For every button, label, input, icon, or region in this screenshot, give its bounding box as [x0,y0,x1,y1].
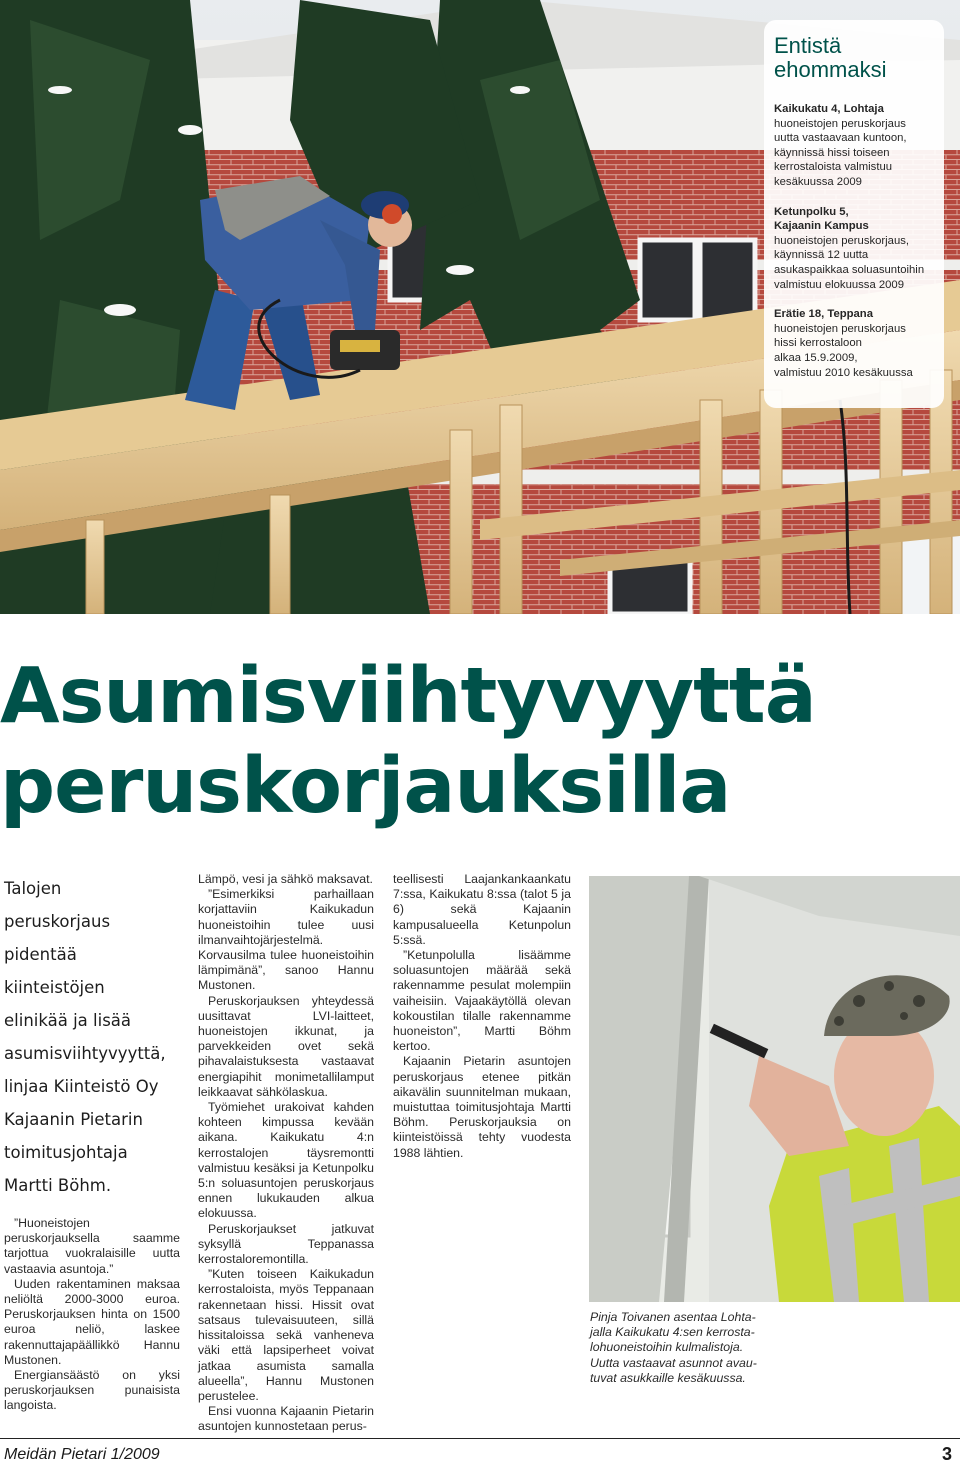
body-paragraph: Energiansäästö on yksi peruskorjauksen punaisista langoista. [4,1368,180,1413]
sidebar-title-line2: ehommaksi [774,57,887,82]
body-paragraph: Lämpö, vesi ja sähkö maksavat. [198,872,373,886]
headline-line1: Asumisviihtyvyyttä [0,652,816,741]
project-title: Erätie 18, Teppana [774,308,873,321]
article-column-2 [198,872,374,1435]
article-lede: Talojen peruskorjaus pidentää kiinteistöjen elinikää ja lisää asumisviihtyvyyttä, linjaa Kiinteistö Oy Kajaanin Pietarin toimitusjohtaja Martti Böhm. [4,879,166,1195]
publication-name: Meidän Pietari 1/2009 [4,1446,160,1463]
footer-divider [0,1438,960,1439]
project-entry-ketunpolku [774,205,934,293]
photo-caption: Pinja Toivanen asentaa Lohta- jalla Kaikukatu 4:sen kerrosta- lohuoneistoihin kulmalistoja. Uutta vastaavat asunnot avau- tuvat asukkaille kesäkuussa. [590,1310,757,1385]
body-paragraph: ”Kuten toiseen Kaikukadun kerrostaloista, myös Teppanaan rakennetaan hissi. Hissit ovat satsaus tulevaisuuteen, sillä hissitaloissa sekä vanheneva väki että lapsiperheet voivat jatkaa asumista samalla alueella”, Hannu Mustonen perustelee. [198,1267,374,1403]
project-entry-eratie [774,307,934,380]
sidebar-title-line1: Entistä [774,33,842,58]
article-column-3 [393,872,571,1161]
project-description: huoneistojen peruskorjaus uutta vastaavaan kuntoon, käynnissä hissi toiseen kerrostaloista valmistuu kesäkuussa 2009 [774,117,907,188]
project-description: huoneistojen peruskorjaus, käynnissä 12 uutta asukaspaikkaa soluasuntoihin valmistuu elokuussa 2009 [774,234,925,291]
body-paragraph: Kajaanin Pietarin asuntojen peruskorjaus etenee pitkän aikavälin suunnitelman mukaan, muistuttaa toimitusjohtaja Martti Böhm. Peruskorjauksia on kiinteistöissä tehty vuodesta 1988 lähtien. [393,1054,571,1160]
headline-line2: peruskorjauksilla [0,742,731,831]
painter-photo [589,876,960,1302]
project-title: Ketunpolku 5, Kajaanin Kampus [774,205,869,233]
article-headline [0,652,960,832]
body-paragraph: Peruskorjaukset jatkuvat syksyllä Teppanassa kerrostaloremontilla. [198,1221,374,1267]
body-paragraph: Ensi vuonna Kajaanin Pietarin asuntojen kunnostetaan perus- [198,1404,374,1434]
page-number: 3 [941,1444,952,1464]
projects-sidebar [764,20,944,408]
sidebar-title [774,34,934,82]
body-paragraph: ”Huoneistojen peruskorjauksella saamme tarjottua vuokralaisille uutta vastaavia asuntoja.” [4,1216,180,1276]
body-paragraph: teellisesti Laajankankaankatu 7:ssa, Kaikukatu 8:ssa (talot 5 ja 6) sekä Kajaanin kampusalueella Ketunpolun 5:ssä. [393,872,571,947]
body-paragraph: ”Ketunpolulla lisäämme soluasuntojen määrää sekä rakennamme pesulat molempiin vaiheisiin. Vajaakäytöllä olevan kokoustilan tilalle rakennamme huoneiston”, Martti Böhm kertoo. [393,948,571,1054]
body-paragraph: Työmiehet urakoivat kahden kohteen kimpussa kevään aikana. Kaikukatu 4:n kerrostalojen täysremontti valmistuu kesäksi ja Ketunpolku 5:n soluasuntojen peruskorjaus ennen lukukauden alkua elokuussa. [198,1100,374,1221]
article-column-1 [4,872,180,1414]
project-title: Kaikukatu 4, Lohtaja [774,103,884,115]
body-paragraph: Uuden rakentaminen maksaa neliöltä 2000-3000 euroa. Peruskorjauksen hinta on 1500 euroa neliö, laskee rakennuttajapäällikkö Hannu Mustonen. [4,1276,180,1367]
body-paragraph: ”Esimerkiksi parhaillaan korjattaviin Kaikukadun huoneistoihin tulee uusi ilmanvaihtojärjestelmä. Korvausilma tulee huoneistoihin lämpimänä”, sanoo Hannu Mustonen. [198,887,374,993]
project-description: huoneistojen peruskorjaus hissi kerrostaloon alkaa 15.9.2009, valmistuu 2010 kesäkuussa [774,322,913,379]
body-paragraph: Peruskorjauksen yhteydessä uusittavat LVI-laitteet, huoneistojen ikkunat, ja parvekkeiden ovet sekä pihavalaistuksesta vastaavat energiapihit monimetallilamput leikkaavat sähkölaskua. [198,993,374,1099]
project-entry-kaikukatu [774,102,934,190]
worker-photo [589,876,960,1302]
